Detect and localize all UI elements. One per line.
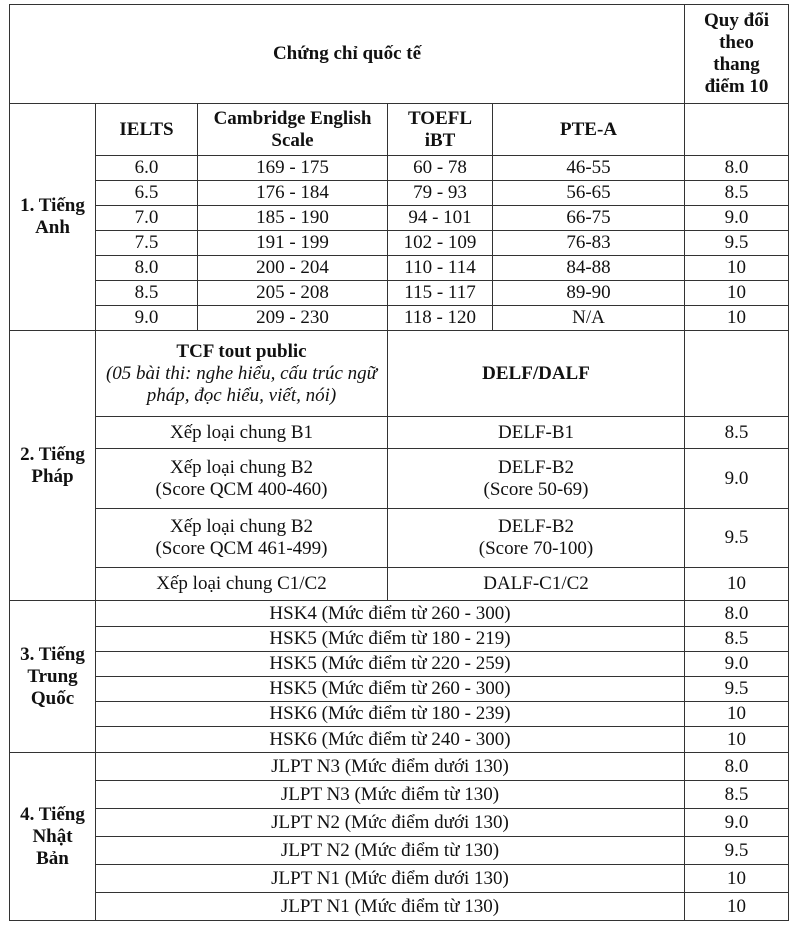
table-row [10,156,789,181]
cert-cell: JLPT N1 (Mức điểm từ 130) [96,893,685,921]
tcf-header [96,331,388,417]
score-cell: 9.5 [685,509,789,568]
delf-score-range: (Score 70-100) [478,538,594,559]
ielts-cell: 8.0 [96,256,198,281]
cert-cell: HSK4 (Mức điểm từ 260 - 300) [96,601,685,627]
score-cell: 9.5 [685,677,789,702]
toefl-cell: 60 - 78 [388,156,493,181]
table-row [10,231,789,256]
pte-cell: 84-88 [493,256,685,281]
tcf-level: Xếp loại chung B2 [169,456,313,478]
toefl-cell: 115 - 117 [388,281,493,306]
cert-cell: JLPT N3 (Mức điểm từ 130) [96,781,685,809]
table-row [10,181,789,206]
tcf-level: Xếp loại chung B2 [169,516,313,537]
score-cell: 8.5 [685,417,789,449]
score-cell: 8.0 [685,753,789,781]
toefl-cell: 118 - 120 [388,306,493,331]
cert-cell: HSK6 (Mức điểm từ 240 - 300) [96,727,685,753]
tcf-cell [96,449,388,509]
table-row [10,281,789,306]
cambridge-cell: 169 - 175 [198,156,388,181]
french-label: 2. Tiếng Pháp [10,331,96,601]
tcf-cell [96,417,388,449]
table-row [10,449,789,509]
table-row [10,865,789,893]
delf-cell [388,568,685,601]
chinese-label: 3. Tiếng Trung Quốc [10,601,96,753]
col-ielts: IELTS [96,104,198,156]
cert-cell: JLPT N2 (Mức điểm dưới 130) [96,809,685,837]
col-toefl: TOEFL iBT [388,104,493,156]
cert-cell: HSK6 (Mức điểm từ 180 - 239) [96,702,685,727]
french-subheader-row [10,331,789,417]
english-subheader-row [10,104,789,156]
score-cell: 8.0 [685,156,789,181]
score-cell: 10 [685,281,789,306]
cert-cell: JLPT N3 (Mức điểm dưới 130) [96,753,685,781]
table-row [10,702,789,727]
score-cell: 8.5 [685,627,789,652]
score-cell: 10 [685,893,789,921]
score-cell: 10 [685,568,789,601]
score-cell: 9.5 [685,231,789,256]
ielts-cell: 9.0 [96,306,198,331]
table-row [10,809,789,837]
score-cell: 9.0 [685,449,789,509]
delf-score-range: (Score 50-69) [483,478,589,500]
ielts-cell: 6.0 [96,156,198,181]
table-row [10,509,789,568]
cambridge-cell: 205 - 208 [198,281,388,306]
cert-cell: HSK5 (Mức điểm từ 220 - 259) [96,652,685,677]
delf-cell [388,417,685,449]
pte-cell: 56-65 [493,181,685,206]
table-row [10,753,789,781]
score-cell: 10 [685,702,789,727]
empty-score-cell [685,104,789,156]
table-row [10,781,789,809]
table-row [10,306,789,331]
ielts-cell: 8.5 [96,281,198,306]
japanese-label: 4. Tiếng Nhật Bản [10,753,96,921]
delf-level: DELF-B2 [498,456,574,478]
pte-cell: N/A [493,306,685,331]
toefl-cell: 102 - 109 [388,231,493,256]
cert-cell: JLPT N1 (Mức điểm dưới 130) [96,865,685,893]
ielts-cell: 6.5 [96,181,198,206]
delf-cell [388,449,685,509]
table-row [10,627,789,652]
cert-cell: JLPT N2 (Mức điểm từ 130) [96,837,685,865]
cambridge-cell: 176 - 184 [198,181,388,206]
tcf-score-range: (Score QCM 461-499) [155,538,328,559]
table-row [10,601,789,627]
score-cell: 10 [685,865,789,893]
table-row [10,652,789,677]
table-row [10,837,789,865]
score-cell: 8.5 [685,181,789,206]
score-cell: 10 [685,256,789,281]
score-cell: 10 [685,306,789,331]
score-cell: 10 [685,727,789,753]
ielts-cell: 7.0 [96,206,198,231]
table-row [10,417,789,449]
cambridge-cell: 185 - 190 [198,206,388,231]
tcf-score-range: (Score QCM 400-460) [155,478,328,500]
tcf-cell [96,509,388,568]
header-row [10,5,789,104]
score-cell: 9.0 [685,206,789,231]
delf-title: DELF/DALF [388,331,685,417]
col-cambridge: Cambridge English Scale [198,104,388,156]
tcf-level: Xếp loại chung B1 [169,421,313,443]
score-cell: 9.0 [685,809,789,837]
tcf-level: Xếp loại chung C1/C2 [156,573,327,594]
tcf-note: (05 bài thi: nghe hiểu, cấu trúc ngữ pháp, đọc hiểu, viết, nói) [105,362,378,406]
table-row [10,893,789,921]
cert-cell: HSK5 (Mức điểm từ 260 - 300) [96,677,685,702]
score-cell: 8.0 [685,601,789,627]
toefl-cell: 79 - 93 [388,181,493,206]
cambridge-cell: 200 - 204 [198,256,388,281]
score-cell: 9.0 [685,652,789,677]
toefl-cell: 94 - 101 [388,206,493,231]
delf-level: DELF-B1 [498,421,574,443]
table-row [10,568,789,601]
header-score-col: Quy đổi theo thang điểm 10 [685,5,789,104]
table-row [10,206,789,231]
col-pte: PTE-A [493,104,685,156]
score-cell: 8.5 [685,781,789,809]
delf-cell [388,509,685,568]
empty-score-cell [685,331,789,417]
certificate-conversion-table [9,4,789,921]
delf-level: DALF-C1/C2 [483,573,589,594]
table-row [10,727,789,753]
table-row [10,677,789,702]
cambridge-cell: 209 - 230 [198,306,388,331]
cert-cell: HSK5 (Mức điểm từ 180 - 219) [96,627,685,652]
pte-cell: 76-83 [493,231,685,256]
english-label: 1. Tiếng Anh [10,104,96,331]
tcf-title: TCF tout public [176,340,307,362]
pte-cell: 66-75 [493,206,685,231]
cambridge-cell: 191 - 199 [198,231,388,256]
toefl-cell: 110 - 114 [388,256,493,281]
pte-cell: 89-90 [493,281,685,306]
tcf-cell [96,568,388,601]
header-title: Chứng chỉ quốc tế [10,5,685,104]
score-cell: 9.5 [685,837,789,865]
table-row [10,256,789,281]
pte-cell: 46-55 [493,156,685,181]
ielts-cell: 7.5 [96,231,198,256]
delf-level: DELF-B2 [498,516,574,537]
